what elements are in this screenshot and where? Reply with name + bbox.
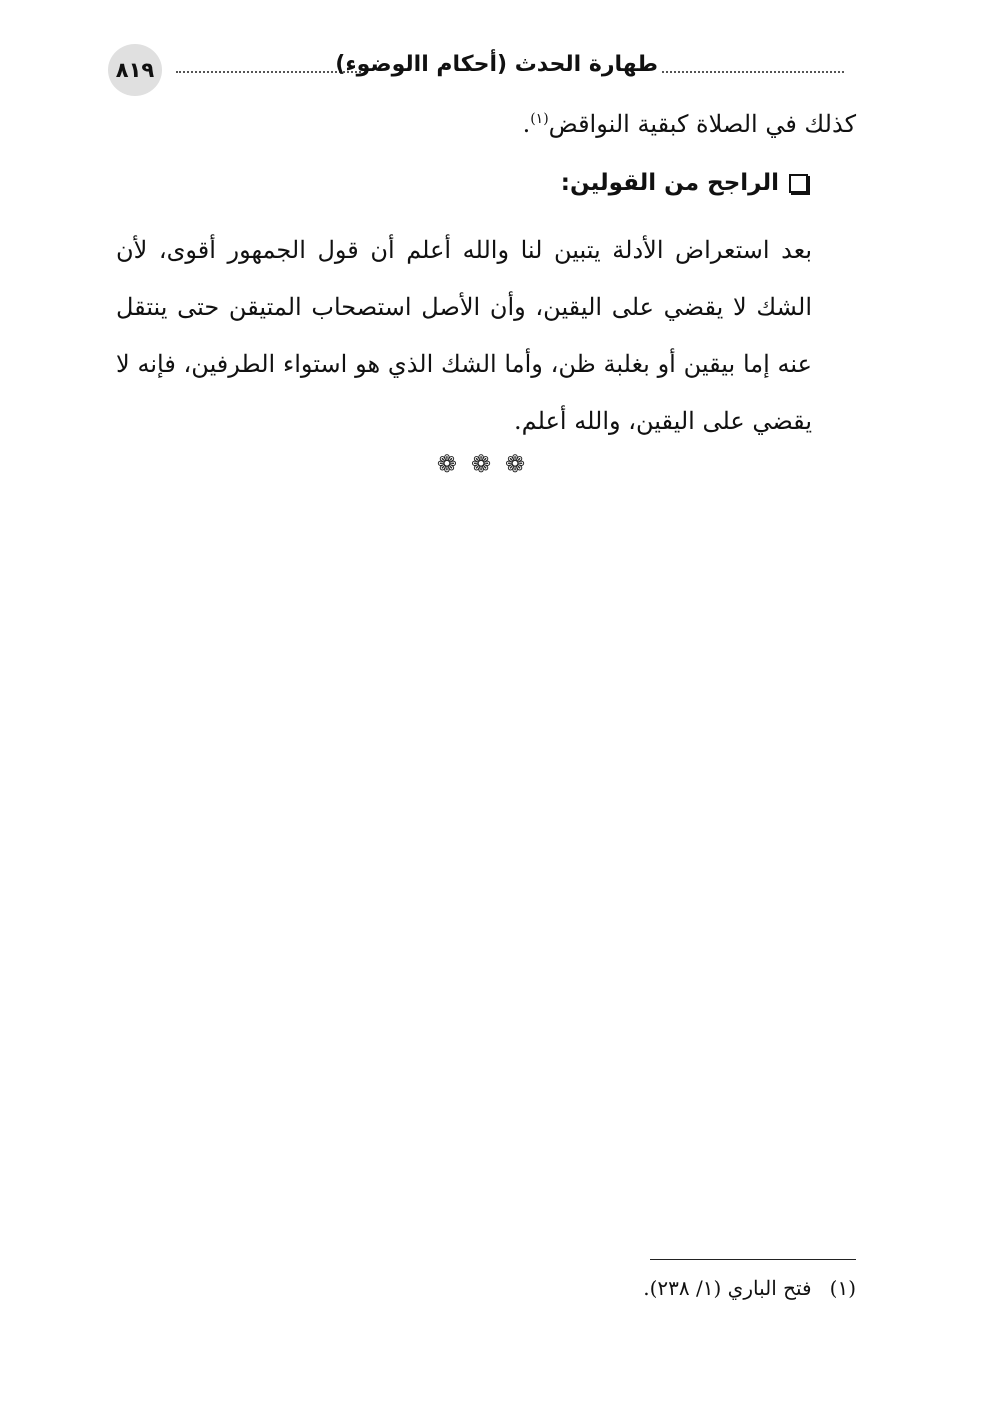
footnote-number: (١) [829, 1276, 856, 1300]
section-heading [561, 170, 808, 196]
footnote [643, 1276, 856, 1300]
page-number: ٨١٩ [108, 44, 162, 96]
header-dotted-leader-right [662, 71, 844, 73]
page-header [108, 44, 856, 96]
body-paragraph [116, 222, 856, 450]
running-title: طهارة الحدث (أحكام االوضوء) [335, 52, 658, 77]
footnote-reference[interactable]: (١) [530, 111, 549, 127]
header-dotted-leader-left [176, 71, 361, 73]
footnote-text: فتح الباري (١/ ٢٣٨). [643, 1276, 812, 1300]
footnote-divider [650, 1259, 856, 1260]
opening-line [523, 110, 856, 138]
checkbox-square-icon [789, 174, 808, 193]
flower-ornament-icon: ❁❁❁ [436, 450, 540, 478]
opening-line-text: كذلك في الصلاة كبقية النواقض [548, 110, 856, 138]
section-heading-text: الراجح من القولين: [560, 170, 779, 196]
opening-line-period: . [522, 110, 531, 138]
paragraph-text: بعد استعراض الأدلة يتبين لنا والله أعلم أن قول الجمهور أقوى، لأن الشك لا يقضي على اليقين، وأن الأصل استصحاب المتيقن حتى ينتقل عنه إما بيقين أو بغلبة ظن، وأما الشك الذي هو استواء الطرفين، فإنه لا يقضي على اليقين، والله أعلم. [116, 236, 812, 435]
